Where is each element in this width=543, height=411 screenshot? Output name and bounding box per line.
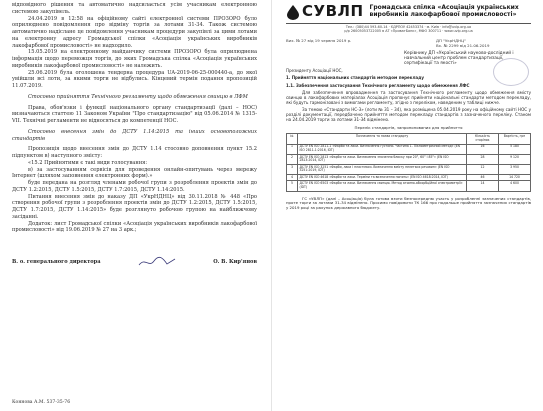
received-label: ДП "УкрНДНЦ" <box>436 37 466 43</box>
contacts <box>286 25 531 34</box>
section-heading: 1.1. Забезпечення застосування Технічного регламенту щодо обмеження ЛФС <box>286 82 470 88</box>
paragraph: в) за застосуванням сервісів для проведення онлайн-опитувань через мережу Інтернет (шляхом заповнення електронних форм).» <box>12 166 257 180</box>
paragraph: Права, обов'язки і функції національного органу стандартизації (далі – НОС) визначаються статтею 11 Законом України "Про стандартизацію" від 05.06.2014 № 1315-VII. Технічні регламенти не відносяться до компетенції НОС. <box>12 104 257 124</box>
logo-text: СУВЛП <box>302 2 364 21</box>
paragraph: Пропозиція щодо внесення змін до ДСТУ 1.14 стосовно доповнення пункт 15.2 підпунктом в) наступного змісту: <box>12 146 257 159</box>
column-header: Вартість, грн <box>499 134 531 144</box>
table-cell: 14 720 <box>499 175 531 181</box>
paragraph: Для забезпечення впровадження та застосування Технічного регламенту щодо обмеження вмісту свинцю в лакофарбових матеріалах Асоціація пропонує прийняти національні стандарти методом перекладу, які будуть гармонізовані з вимогами регламенту, згідно з переліком, наведеним у таблиці нижче. <box>286 89 531 105</box>
letterhead <box>286 4 531 20</box>
table-cell: 3 <box>287 164 298 174</box>
paint-drop-icon <box>286 4 300 20</box>
copy-line: Президенту Асоціації НОС, <box>286 68 343 74</box>
signer-title: В. о. генерального директора <box>12 258 101 265</box>
section-heading: Стосовно прийняття Технічного регламенту щодо обмеження свинцю в ЛФМ <box>28 93 248 100</box>
column-header: Позначення та назва стандарту <box>298 134 467 144</box>
registration-stamp <box>436 38 531 48</box>
table-row <box>287 154 531 164</box>
paragraph: «15.2 Прийнятими є такі види голосування: <box>28 159 148 166</box>
table-cell: 28 <box>467 154 499 164</box>
table-cell: 12 <box>467 164 499 174</box>
table-cell: ДСТУ EN ISO 6503 «Фарби та лаки. Визначення свинцю. Метод атомно-абсорбційної спектрометрії» (IDT) <box>298 181 467 191</box>
table-cell: 5 <box>287 181 298 191</box>
table-cell: 4 <box>287 175 298 181</box>
table-cell: 4 600 <box>499 181 531 191</box>
table-caption: Перелік стандартів, запропонованих для прийняття <box>354 125 463 131</box>
table-header-row <box>287 134 531 144</box>
table-cell: 2 <box>287 154 298 164</box>
table-cell: ДСТУ EN ISO 2811-1 «Фарби та лаки. Визначення густини. Частина 1. Пікнометричний метод» (EN ISO 2811-1:2016, IDT) <box>298 144 467 154</box>
table-cell: 5 180 <box>499 144 531 154</box>
table-cell: ДСТУ EN ISO 4618 «Фарби та лаки. Терміни та визначення понять» (EN ISO 4618:2014, IDT) <box>298 175 467 181</box>
column-header: № <box>287 134 298 144</box>
handwritten-signature <box>137 256 177 268</box>
table-cell: 3 950 <box>499 164 531 174</box>
organization-name: Громадська спілка «Асоціація українських виробників лакофарбової промисловості» <box>369 4 519 19</box>
table-cell: ДСТУ EN ISO 2813 «Фарби та лаки. Визначення значення блиску при 20°, 60° і 85°» (EN ISO 2813:2014, IDT) <box>298 154 467 164</box>
paragraph: Додаток: лист Громадської спілки «Асоціація українських виробників лакофарбової промисловості» від 19.06.2019 № 27 на 3 арк.; <box>12 220 257 234</box>
section-heading: Стосовно внесення змін до ДСТУ 1.14:2015 та інших основоположних стандартів <box>12 128 257 142</box>
paragraph: 24.04.2019 в 12:58 на офіційному сайті електронної системи ПРОЗОРО було оприлюднено повідомлення про відміну торгів за лотами 31-34. Також системою автоматично надіслане це повідомлення учасникам процедури закупівлі за цими лотами на електронну адресу Громадської спілки «Асоціація українських виробників лакофарбової промисловості» не надходило. <box>12 15 257 49</box>
table-cell: 9 120 <box>499 154 531 164</box>
received-reference: Вх. № 2299 від 21.06.2019 <box>436 42 490 48</box>
signer-name: О. В. Кир'янов <box>213 258 257 265</box>
header-rule <box>286 23 531 24</box>
table-cell: 46 <box>467 175 499 181</box>
table-cell: 1 <box>287 144 298 154</box>
addressee: Керівнику ДП «Український науково-дослідний і навчальний центр проблем стандартизації, сертифікації та якості» <box>404 50 514 67</box>
document-meta <box>286 38 531 48</box>
closing-note: ГС «УВЛП» (далі – Асоціація) була готова взяти безпосередню участь у розробленні зазначених стандартів, проте торги за лотами 31-34 відмінено. Просимо повідомити ТК 166 про подальше прийняття зазначених стандартів у 2019 році за рахунок державного бюджету. <box>286 195 531 211</box>
section-heading: 1. Прийняття національних стандартів методом перекладу <box>286 75 424 81</box>
paragraph: За темою «Стандарти НС-3» (лоти № 31 – 34), яка розміщена 05.04.2019 року на офіційному сайті НОС у розділі документації, передбачено прийняття методом перекладу стандартів з зазначеного переліку. Станом на 24.04.2019 торги за лотами 31-34 відмінено. <box>286 106 531 123</box>
table-cell: ДСТУ EN ISO 3251 «Фарби, лаки і пластмаси. Визначення вмісту нелетких речовин» (EN ISO 3251:2019, IDT) <box>298 164 467 174</box>
logo <box>286 4 364 20</box>
paragraph: 15.05.2019 на електронному майданчику системи ПРОЗОРО була оприлюднена інформація щодо переможця торгів, до яких Громадська спілка «Асоціація українських виробників лакофарбової промисловості» не належить. <box>12 49 257 69</box>
table-row <box>287 144 531 154</box>
contacts-line: Тел.: (380)44 593-60-14 · ЄДРПОУ 42453374 · м. Київ · info@uvlp.org.ua <box>345 25 472 29</box>
standards-table <box>286 133 531 191</box>
column-header: Кількість сторінок <box>467 134 499 144</box>
signature-block <box>12 256 257 268</box>
executor-footer: Коннова А.М. 537-35-76 <box>12 400 71 406</box>
contacts-line: р/р 26005053722005 в АТ «ПриватБанк», МФО 300711 · www.uvlp.org.ua <box>344 29 473 34</box>
table-row <box>287 164 531 174</box>
paragraph: відповідного рішення та автоматично надсилається усім учасникам електронною системою закупівель. <box>12 2 257 15</box>
table-row <box>287 181 531 191</box>
table-cell: 16 <box>467 144 499 154</box>
round-stamp <box>493 58 529 86</box>
table-cell: 14 <box>467 181 499 191</box>
letter-page-left <box>0 0 271 411</box>
letter-page-right <box>272 0 543 411</box>
paragraph: 25.06.2019 була оголошена тендерна процедура UA-2019-06-25-000440-a, до якої увійшли всі лоти, за якими торги не відбулись. Кінцевий термін подання пропозицій 11.07.2019. <box>12 69 257 89</box>
outgoing-reference: Вих. № 27 від 19 червня 2019 р. <box>286 37 352 43</box>
paragraph: буде передана на розгляд членами робочої групи з розроблення проектів змін до ДСТУ 1.2:2015, ДСТУ 1.5:2015, ДСТУ 1.7:2015, ДСТУ 1.14:2015. <box>12 180 257 193</box>
paragraph: Питання внесення змін до наказу ДП «УкрНДНЦ» від 30.11.2018 № 448 «Про створення робочої групи з розроблення проектів змін до ДСТУ 1.2:2015, ДСТУ 1.5:2015, ДСТУ 1.7:2015, ДСТУ 1.14:2015» буде розглянуто робочою групою на найближчому засіданні. <box>12 193 257 220</box>
